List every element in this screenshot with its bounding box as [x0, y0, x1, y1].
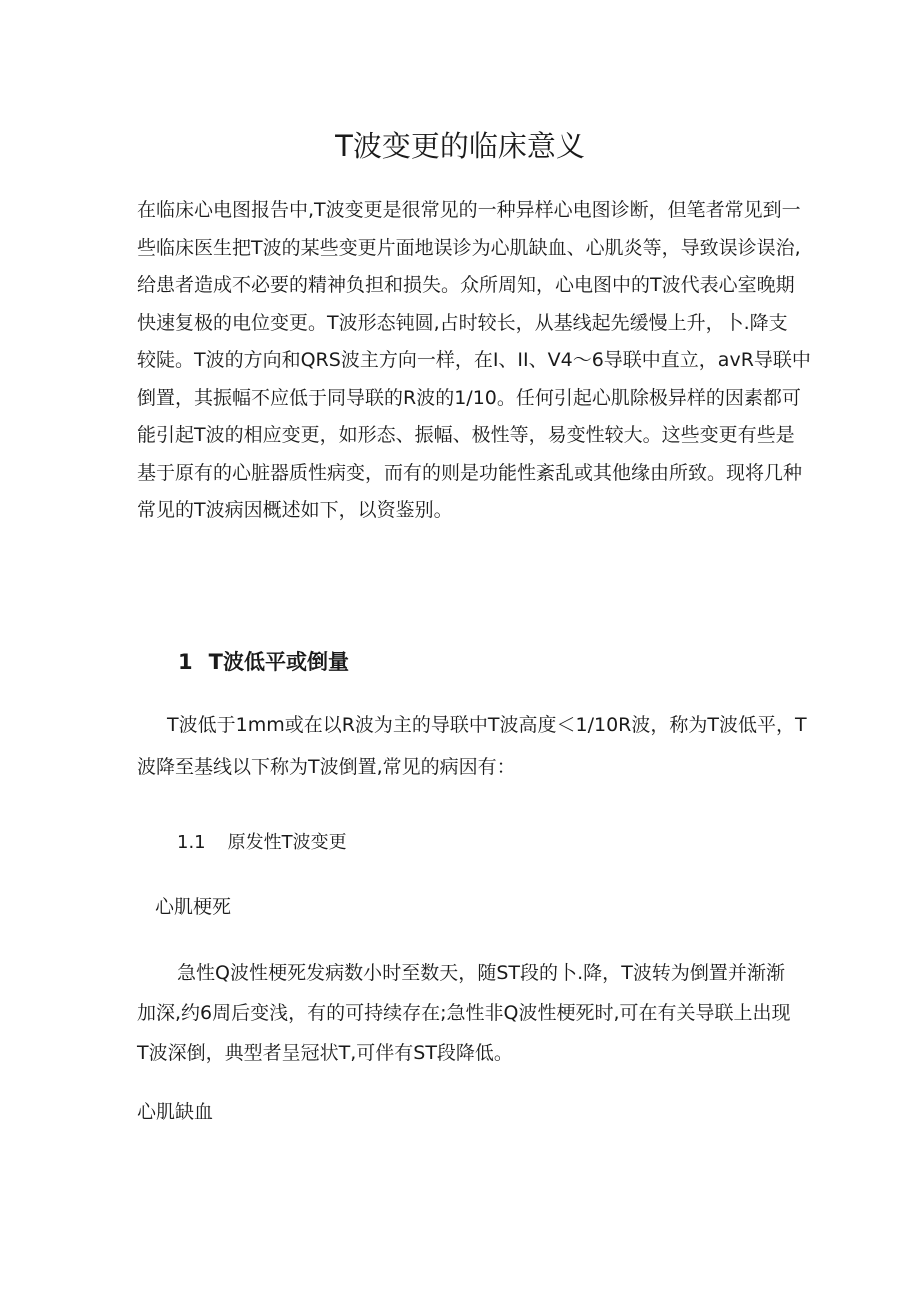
section-heading-text: T波低平或倒量: [208, 650, 349, 674]
item-body-line: T波深倒，典型者呈冠状T,可伴有ST段降低。: [137, 1042, 513, 1064]
intro-line: 基于原有的心脏器质性病变，而有的则是功能性紊乱或其他缘由所致。现将几种: [137, 461, 803, 484]
subsection-number: 1.1: [177, 832, 206, 853]
section-number: 1: [178, 650, 193, 674]
intro-line: 倒置，其振幅不应低于同导联的R波的1/10。任何引起心肌除极异样的因素都可: [137, 386, 801, 409]
intro-paragraph: [137, 192, 811, 530]
section-heading: [178, 646, 349, 676]
item-body-line: 急性Q波性梗死发病数小时至数天，随ST段的卜.降，T波转为倒置并渐渐: [177, 962, 785, 984]
item-body-mi: [137, 953, 791, 1073]
intro-line: 快速复极的电位变更。T波形态钝圆,占时较长，从基线起先缓慢上升，卜.降支: [137, 311, 788, 334]
document-title: T波变更的临床意义: [335, 129, 585, 163]
section-body: [137, 704, 807, 788]
intro-line: 常见的T波病因概述如下，以资鉴别。: [137, 499, 453, 521]
section-body-line: T波低于1mm或在以R波为主的导联中T波高度＜1/10R波，称为T波低平，T: [167, 714, 807, 736]
subsection-heading: [177, 828, 347, 854]
intro-line: 能引起T波的相应变更，如形态、振幅、极性等，易变性较大。这些变更有些是: [137, 424, 795, 446]
intro-line: 给患者造成不必要的精神负担和损失。众所周知，心电图中的T波代表心室晚期: [137, 274, 795, 296]
intro-line: 较陡。T波的方向和QRS波主方向一样，在I、II、V4～6导联中直立，avR导联中: [137, 349, 811, 371]
subsection-heading-text: 原发性T波变更: [227, 832, 347, 853]
item-heading-ischemia: 心肌缺血: [137, 1101, 214, 1123]
section-body-line: 波降至基线以下称为T波倒置,常见的病因有：: [137, 756, 516, 778]
item-heading-mi: 心肌梗死: [155, 896, 232, 918]
item-body-line: 加深,约6周后变浅，有的可持续存在;急性非Q波性梗死时,可在有关导联上出现: [137, 1002, 791, 1024]
intro-line: 些临床医生把T波的某些变更片面地误诊为心肌缺血、心肌炎等，导致误诊误治,: [137, 236, 801, 259]
intro-line: 在临床心电图报告中,T波变更是很常见的一种异样心电图诊断，但笔者常见到一: [137, 199, 801, 221]
